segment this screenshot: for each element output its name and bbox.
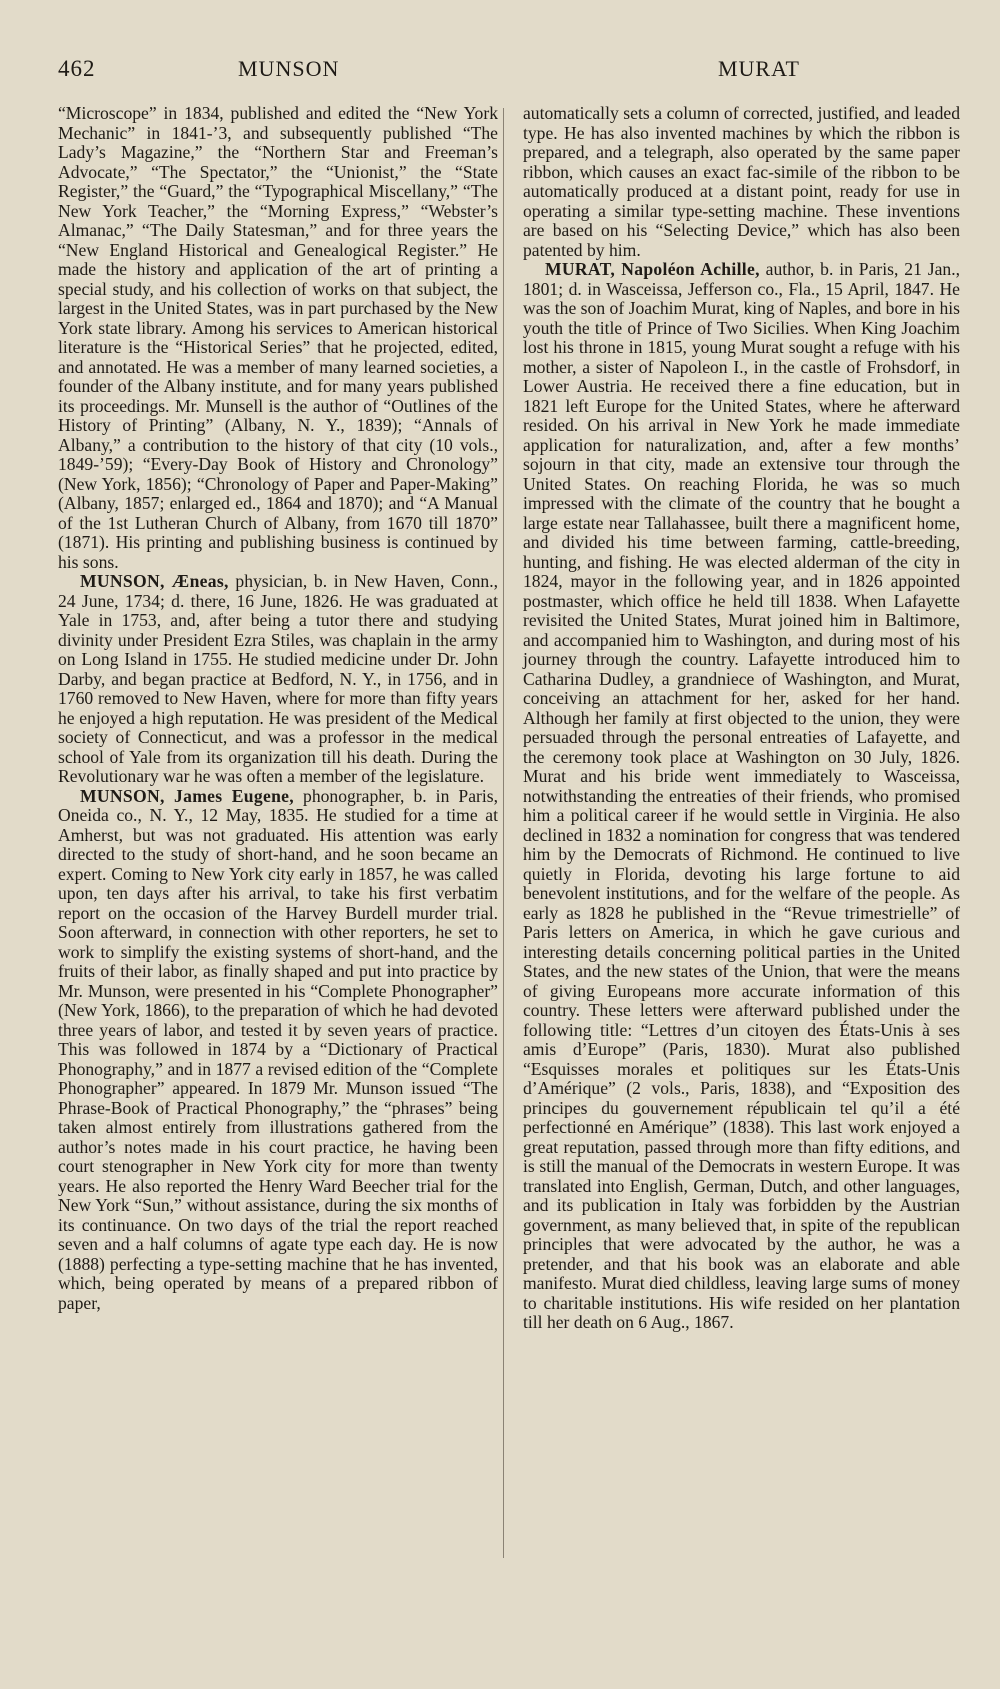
entry-text: “Microscope” in 1834, published and edited the “New York Mechanic” in 1841-’3, and subsequently published “The Lady’s Magazine,” the “Northern Star and Freeman’s Advocate,” “The Spectator,” the “Unionist,” the “State Register,” the “Guard,” the “Typographical Miscellany,” “The New York Teacher,” the “Morning Express,” “Webster’s Almanac,” “The Daily Statesman,” and for three years the “New England Historical and Genealogical Register.” He made the history and application of the art of printing a special study, and his collection of works on that subject, the largest in the United States, was in part purchased by the New York state library. Among his services to American historical literature is the “Historical Series” that he projected, edited, and annotated. He was a member of many learned societies, a founder of the Albany institute, and for many years published its proceedings. Mr. Munsell is the author of “Outlines of the History of Printing” (Albany, N. Y., 1839); “Annals of Albany,” a contribution to the history of that city (10 vols., 1849-’59); “Every-Day Book of History and Chronology” (New York, 1856); “Chronology of Paper and Paper-Making” (Albany, 1857; enlarged ed., 1864 and 1870); and “A Manual of the 1st Lutheran Church of Albany, from 1670 till 1870” (1871). His printing and publishing business is continued by his sons. <box>58 103 498 572</box>
page-number: 462 <box>58 56 96 81</box>
entry-headword: MURAT, Napoléon Achille, <box>545 259 760 279</box>
entry-headword: MUNSON, Æneas, <box>80 571 229 591</box>
column-divider <box>503 108 504 1558</box>
entry-text: automatically sets a column of corrected, justified, and leaded type. He has also invented machines by which the ribbon is prepared, and a telegraph, also operated by the same paper ribbon, which causes an exact fac-simile of the ribbon to be automatically produced at a distant point, ready for use in operating a similar type-setting machine. These inventions are based on his “Selecting Device,” which has also been patented by him. <box>523 103 960 260</box>
entry-text: phonographer, b. in Paris, Oneida co., N. Y., 12 May, 1835. He studied for a time at Amherst, but was not graduated. His attention was early directed to the study of short-hand, and he soon became an expert. Coming to New York city early in 1857, he was called upon, ten days after his arrival, to take his first verbatim report on the occasion of the Harvey Burdell murder trial. Soon afterward, in connection with other reporters, he set to work to simplify the existing systems of short-hand, and the fruits of their labor, as finally shaped and put into practice by Mr. Munson, were presented in his “Complete Phonographer” (New York, 1866), to the preparation of which he had devoted three years of labor, and tested it by seven years of practice. This was followed in 1874 by a “Dictionary of Practical Phonography,” and in 1877 a revised edition of the “Complete Phonographer” appeared. In 1879 Mr. Munson issued “The Phrase-Book of Practical Phonography,” the “phrases” being taken almost entirely from illustrations gathered from the author’s notes made in his court practice, he having been court stenographer in New York city for more than twenty years. He also reported the Henry Ward Beecher trial for the New York “Sun,” without assistance, during the six months of its continuance. On two days of the trial the report reached seven and a half columns of agate type each day. He is now (1888) perfecting a type-setting machine that he has invented, which, being operated by means of a prepared ribbon of paper, <box>58 785 498 1313</box>
right-column <box>523 104 960 1333</box>
entry-paragraph <box>58 787 498 1314</box>
left-column <box>58 104 498 1313</box>
right-running-head: MURAT <box>717 56 800 81</box>
entry-paragraph <box>58 104 498 572</box>
entry-text: physician, b. in New Haven, Conn., 24 June, 1734; d. there, 16 June, 1826. He was graduated at Yale in 1753, and, after being a tutor there and studying divinity under President Ezra Stiles, was chaplain in the army on Long Island in 1755. He studied medicine under Dr. John Darby, and began practice at Bedford, N. Y., in 1756, and in 1760 removed to New Haven, where for more than fifty years he enjoyed a high reputation. He was president of the Medical society of Connecticut, and was a professor in the medical school of Yale from its organization till his death. During the Revolutionary war he was often a member of the legislature. <box>58 571 499 786</box>
entry-text: author, b. in Paris, 21 Jan., 1801; d. in Wasceissa, Jefferson co., Fla., 15 April, 1847. He was the son of Joachim Murat, king of Naples, and bore in his youth the title of Prince of Two Sicilies. When King Joachim lost his throne in 1815, young Murat sought a refuge with his mother, a sister of Napoleon I., in the castle of Frohsdorf, in Lower Austria. He received there a fine education, but in 1821 left Europe for the United States, where he afterward resided. On his arrival in New York he made immediate application for naturalization, and, after a few months’ sojourn in that city, made an extensive tour through the United States. On reaching Florida, he was so much impressed with the climate of the country that he bought a large estate near Tallahassee, built there a magnificent home, and divided his time between farming, cattle-breeding, hunting, and fishing. He was elected alderman of the city in 1824, mayor in the following year, and in 1826 appointed postmaster, which office he held till 1838. When Lafayette revisited the United States, Murat joined him in Baltimore, and accompanied him to Washington, and during most of his journey through the country. Lafayette introduced him to Catharina Dudley, a grandniece of Washington, and Murat, conceiving an attachment for her, asked for her hand. Although her family at first objected to the union, they were persuaded through the personal entreaties of Lafayette, and the ceremony took place at Washington on 30 July, 1826. Murat and his bride went immediately to Wasceissa, notwithstanding the entreaties of their friends, who promised him a political career if he would settle in Virginia. He also declined in 1832 a nomination for congress that was tendered him by the Democrats of Richmond. He continued to live quietly in Florida, devoting his large fortune to aid benevolent institutions, and for the welfare of the people. As early as 1828 he published in the “Revue trimestrielle” of Paris letters on America, in which he gave curious and interesting details concerning political parties in the United States, and the new states of the Union, that were the means of giving Europeans more accurate information of this country. These letters were afterward published under the following title: “Lettres d’un citoyen des États-Unis à ses amis d’Europe” (Paris, 1830). Murat also published “Esquisses morales et politiques sur les États-Unis d’Amérique” (2 vols., Paris, 1838), and “Exposition des principes du gouvernement républicain tel qu’il a été perfectionné en Amérique” (1838). This last work enjoyed a great reputation, passed through more than fifty editions, and is still the manual of the Democrats in western Europe. It was translated into English, German, Dutch, and other languages, and its publication in Italy was forbidden by the Austrian government, as many believed that, in spite of the republican principles that were advocated by the author, he was a pretender, and that his book was an elaborate and able manifesto. Murat died childless, leaving large sums of money to charitable institutions. His wife resided on her plantation till her death on 6 Aug., 1867. <box>523 259 960 1332</box>
entry-paragraph <box>523 260 960 1333</box>
page-header <box>58 56 800 86</box>
left-running-head: MUNSON <box>238 56 340 81</box>
entry-headword: MUNSON, James Eugene, <box>80 785 294 806</box>
entry-paragraph <box>523 104 960 260</box>
entry-paragraph <box>58 572 498 787</box>
